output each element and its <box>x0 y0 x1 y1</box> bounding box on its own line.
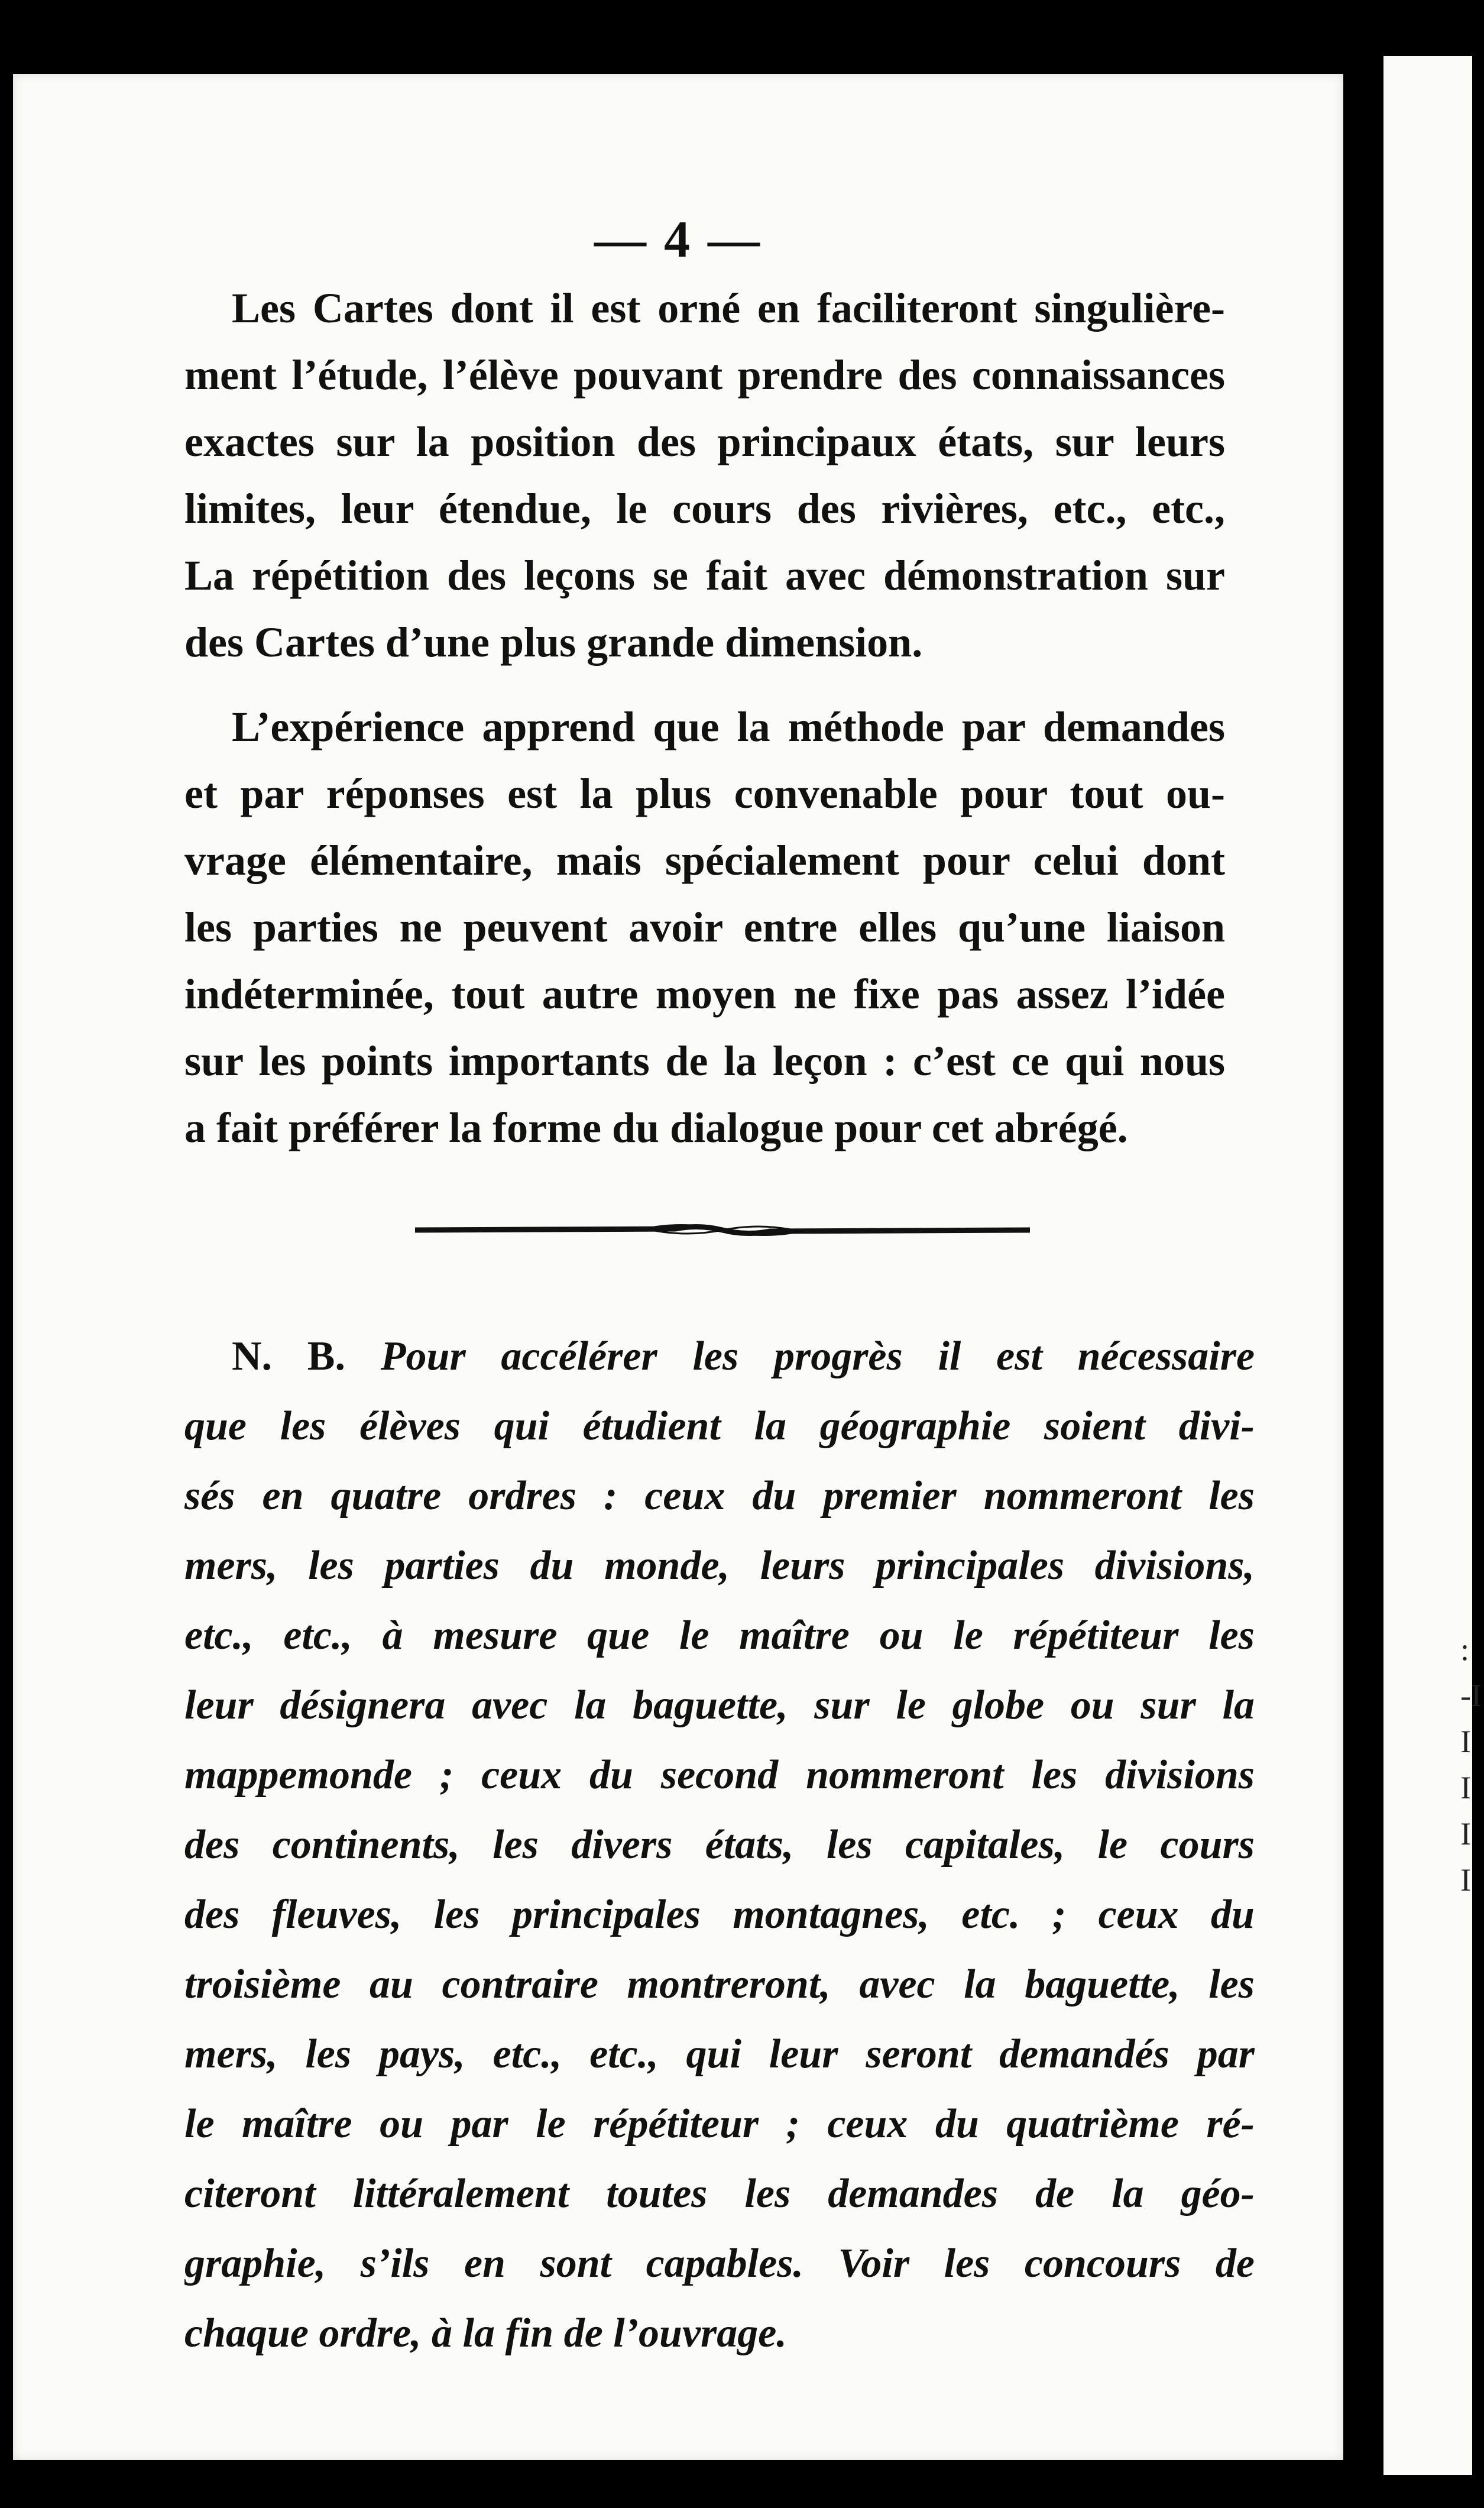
text-line: vrage élémentaire, mais spécialement pour celui dont <box>184 837 1225 884</box>
decorative-divider <box>415 1218 1030 1242</box>
text-line: indéterminée, tout autre moyen ne fixe pas assez l’idée <box>184 970 1225 1018</box>
adjacent-page-edge <box>1383 56 1472 2475</box>
text-line: les parties ne peuvent avoir entre elles qu’une liaison <box>184 904 1225 951</box>
text-line: et par réponses est la plus convenable pour tout ou- <box>184 770 1225 817</box>
text-line: des Cartes d’une plus grande dimension. <box>184 619 923 666</box>
note-line: mappemonde ; ceux du second nommeront les divisions <box>184 1752 1255 1798</box>
adjacent-page-marks: : -I I I I I <box>1460 1632 1482 1898</box>
text-line: limites, leur étendue, le cours des rivières, etc., etc., <box>184 485 1225 532</box>
note-line: mers, les pays, etc., etc., qui leur seront demandés par <box>184 2031 1255 2077</box>
note-line: des continents, les divers états, les capitales, le cours <box>184 1822 1255 1868</box>
note-line: leur désignera avec la baguette, sur le globe ou sur la <box>184 1682 1255 1728</box>
note-line: troisième au contraire montreront, avec la baguette, les <box>184 1962 1255 2007</box>
note-line: le maître ou par le répétiteur ; ceux du quatrième ré- <box>184 2101 1255 2147</box>
note-first-line-text: Pour accélérer les progrès il est nécessaire <box>380 1334 1255 1379</box>
note-line: des fleuves, les principales montagnes, etc. ; ceux du <box>184 1892 1255 1937</box>
text-line: Les Cartes dont il est orné en faciliteront singulière- <box>232 284 1225 332</box>
note-line: chaque ordre, à la fin de l’ouvrage. <box>184 2310 787 2356</box>
page-number: — 4 — <box>594 211 762 268</box>
note-line: citeront littéralement toutes les demandes de la géo- <box>184 2171 1255 2216</box>
nb-label: N. B. <box>232 1334 345 1379</box>
nota-bene-note <box>184 1322 1255 2368</box>
paragraph-1 <box>184 275 1225 676</box>
text-line: a fait préférer la forme du dialogue pour cet abrégé. <box>184 1104 1128 1151</box>
paragraph-2 <box>184 694 1225 1161</box>
note-line: sés en quatre ordres : ceux du premier nommeront les <box>184 1473 1255 1519</box>
text-line: sur les points importants de la leçon : c’est ce qui nous <box>184 1037 1225 1085</box>
note-line: etc., etc., à mesure que le maître ou le répétiteur les <box>184 1613 1255 1658</box>
text-line: L’expérience apprend que la méthode par demandes <box>232 703 1225 750</box>
main-text <box>184 275 1225 1161</box>
text-line: exactes sur la position des principaux états, sur leurs <box>184 418 1225 465</box>
note-line: que les élèves qui étudient la géographie soient divi- <box>184 1403 1255 1449</box>
text-line: ment l’étude, l’élève pouvant prendre des connaissances <box>184 351 1225 399</box>
text-line: La répétition des leçons se fait avec démonstration sur <box>184 552 1225 599</box>
note-line: graphie, s’ils en sont capables. Voir les concours de <box>184 2241 1255 2286</box>
note-line: mers, les parties du monde, leurs principales divisions, <box>184 1543 1255 1588</box>
note-first-line <box>184 1322 1255 1391</box>
book-page <box>13 74 1343 2460</box>
